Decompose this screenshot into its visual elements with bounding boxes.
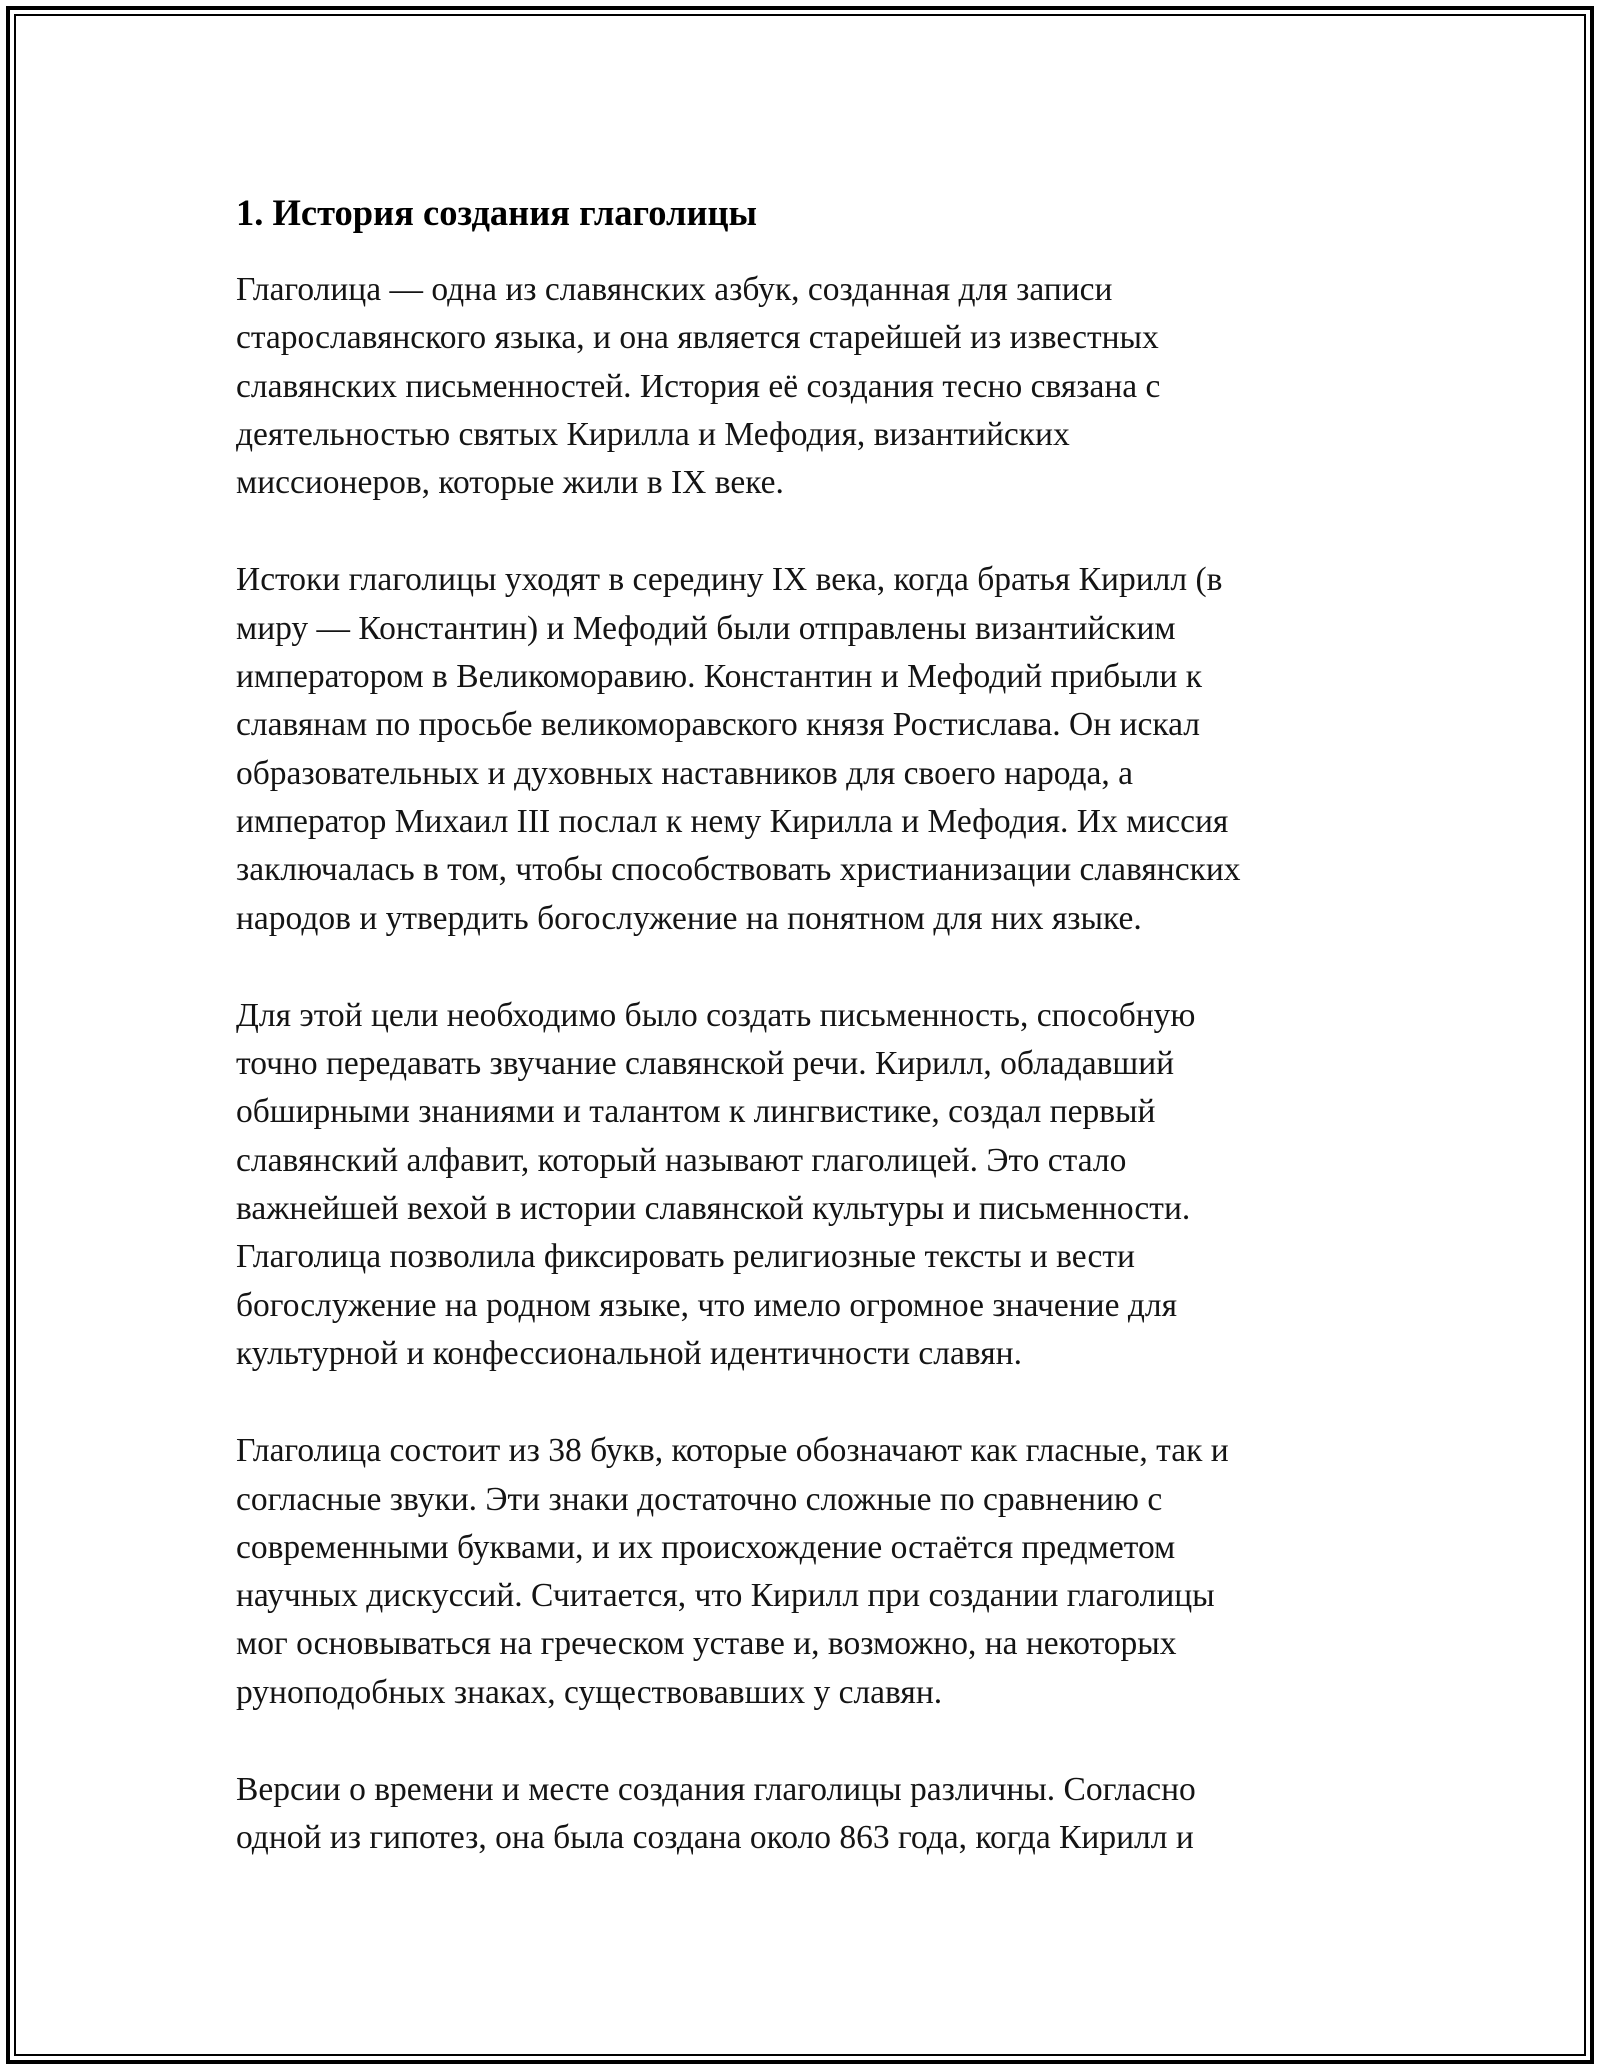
paragraph-list xyxy=(236,266,1356,1863)
paragraph xyxy=(236,1766,1356,1863)
paragraph xyxy=(236,556,1356,942)
text-line: современными буквами, и их происхождение остаётся предметом xyxy=(236,1528,1176,1566)
text-line: руноподобных знаках, существовавших у славян. xyxy=(236,1673,943,1711)
text-line: Глаголица состоит из 38 букв, которые обозначают как гласные, так и xyxy=(236,1432,1229,1470)
text-line: миру — Константин) и Мефодий были отправлены византийским xyxy=(236,609,1176,647)
text-line: деятельностью святых Кирилла и Мефодия, византийских xyxy=(236,415,1070,453)
text-line: старославянского языка, и она является старейшей из известных xyxy=(236,319,1159,357)
text-line: образовательных и духовных наставников для своего народа, а xyxy=(236,754,1134,792)
document-body xyxy=(236,188,1356,1863)
text-line: миссионеров, которые жили в IX веке. xyxy=(236,464,784,502)
text-line: славянских письменностей. История её создания тесно связана с xyxy=(236,367,1161,405)
text-line: культурной и конфессиональной идентичности славян. xyxy=(236,1334,1022,1372)
text-line: мог основываться на греческом уставе и, возможно, на некоторых xyxy=(236,1625,1177,1663)
text-line: научных дискуссий. Считается, что Кирилл при создании глаголицы xyxy=(236,1577,1215,1615)
text-line: Для этой цели необходимо было создать письменность, способную xyxy=(236,996,1196,1034)
text-line: Глаголица позволила фиксировать религиозные тексты и вести xyxy=(236,1238,1135,1276)
text-line: важнейшей вехой в истории славянской культуры и письменности. xyxy=(236,1190,1191,1228)
text-line: Версии о времени и месте создания глаголицы различны. Согласно xyxy=(236,1771,1196,1809)
text-line: одной из гипотез, она была создана около 863 года, когда Кирилл и xyxy=(236,1819,1194,1857)
section-heading: 1. История создания глаголицы xyxy=(236,192,758,233)
paragraph xyxy=(236,266,1356,507)
text-line: император Михаил III послал к нему Кирилла и Мефодия. Их миссия xyxy=(236,802,1229,840)
text-line: точно передавать звучание славянской речи. Кирилл, обладавший xyxy=(236,1045,1175,1083)
text-line: Истоки глаголицы уходят в середину IX века, когда братья Кирилл (в xyxy=(236,561,1223,599)
text-line: славянский алфавит, который называют глаголицей. Это стало xyxy=(236,1141,1127,1179)
text-line: согласные звуки. Эти знаки достаточно сложные по сравнению с xyxy=(236,1480,1163,1518)
text-line: народов и утвердить богослужение на понятном для них языке. xyxy=(236,899,1142,937)
text-line: обширными знаниями и талантом к лингвистике, создал первый xyxy=(236,1093,1156,1131)
text-line: императором в Великоморавию. Константин и Мефодий прибыли к xyxy=(236,658,1202,696)
text-line: Глаголица — одна из славянских азбук, созданная для записи xyxy=(236,271,1113,308)
text-line: славянам по просьбе великоморавского князя Ростислава. Он искал xyxy=(236,706,1200,744)
paragraph xyxy=(236,1427,1356,1717)
paragraph xyxy=(236,992,1356,1378)
text-line: заключалась в том, чтобы способствовать христианизации славянских xyxy=(236,851,1241,889)
text-line: богослужение на родном языке, что имело огромное значение для xyxy=(236,1286,1177,1324)
